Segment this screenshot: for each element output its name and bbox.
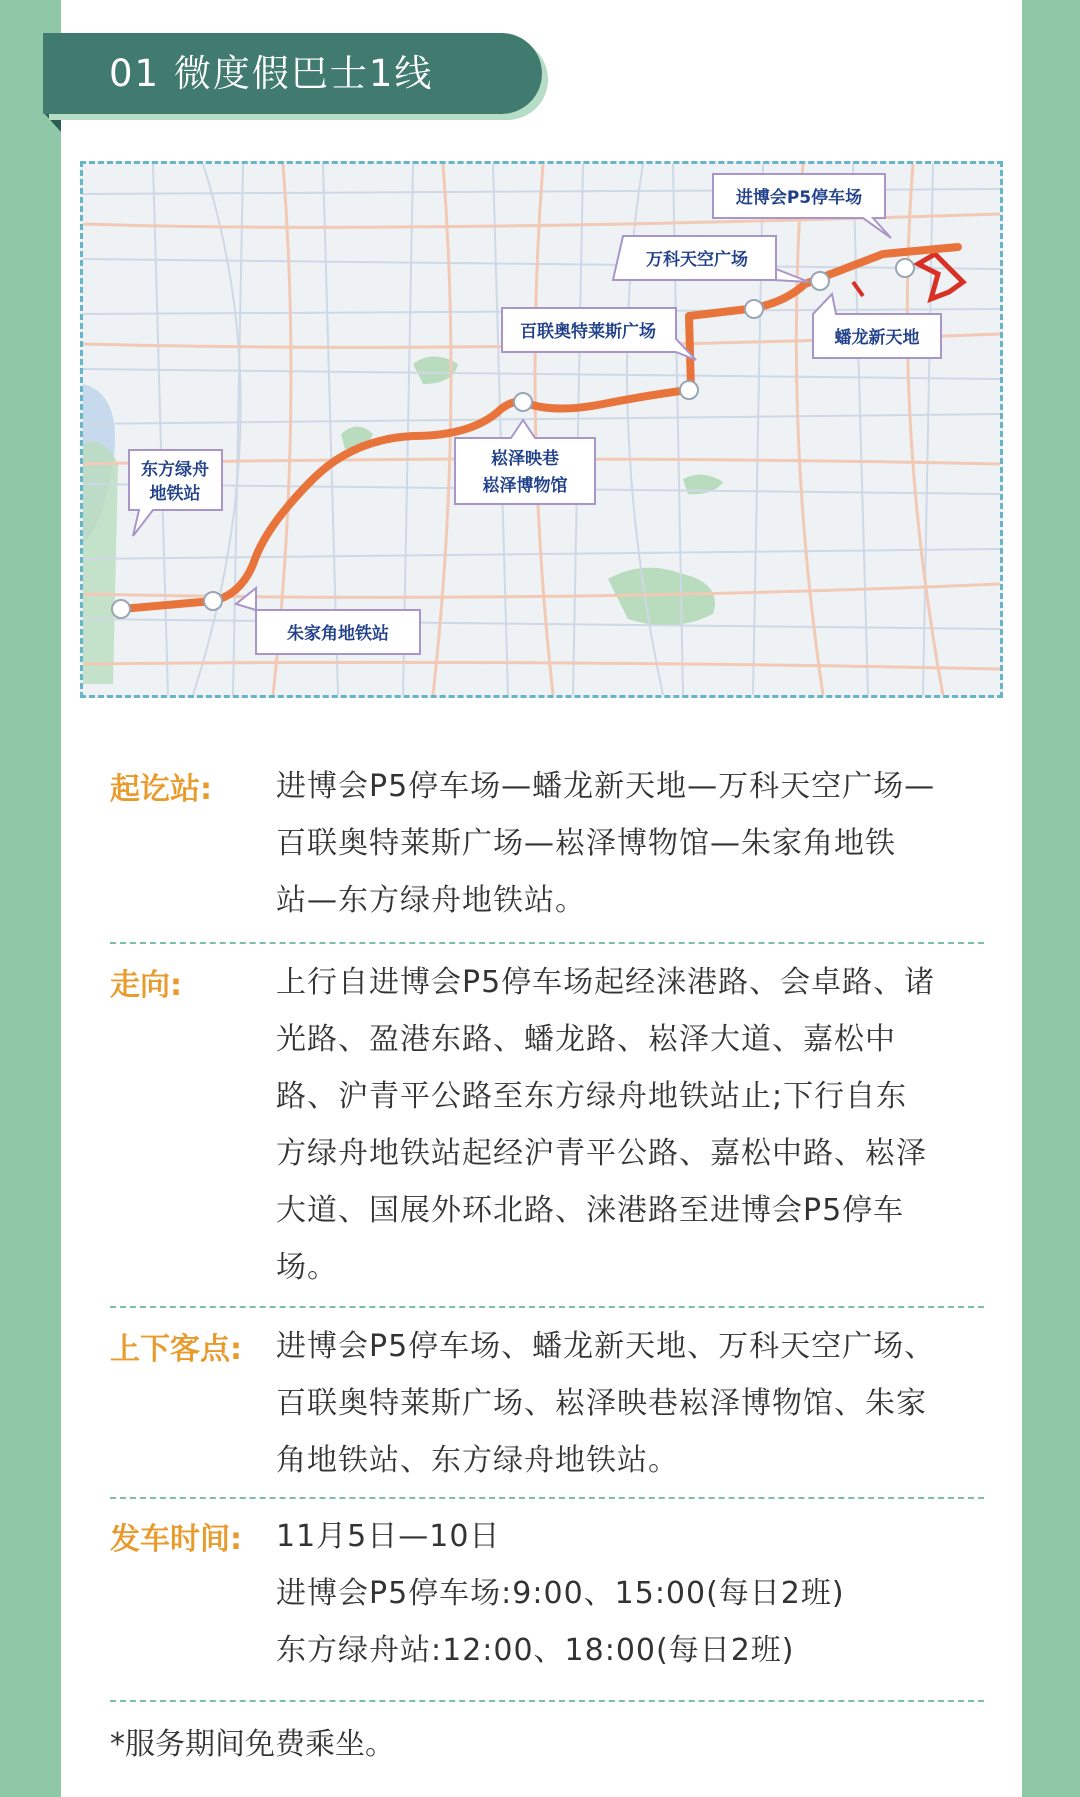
section-divider bbox=[110, 1700, 984, 1702]
stop-marker-zhujiajiao bbox=[204, 592, 222, 610]
stops-line: 进博会P5停车场、蟠龙新天地、万科天空广场、 bbox=[276, 1329, 936, 1364]
header-fold bbox=[43, 112, 61, 132]
section-divider bbox=[110, 1497, 984, 1499]
time-text bbox=[276, 1508, 996, 1679]
stations-line: 进博会P5停车场—蟠龙新天地—万科天空广场— bbox=[276, 769, 936, 804]
stop-label-dongfang bbox=[129, 450, 222, 536]
direction-text bbox=[276, 954, 996, 1296]
stop-label-panlong-text: 蟠龙新天地 bbox=[834, 328, 920, 348]
left-stripe bbox=[0, 0, 61, 1797]
stop-label-wanke-text: 万科天空广场 bbox=[646, 250, 748, 270]
time-line: 进博会P5停车场:9:00、15:00(每日2班) bbox=[276, 1576, 845, 1611]
stop-label-wanke bbox=[613, 236, 809, 282]
section-divider bbox=[110, 1306, 984, 1308]
end-loop-tail bbox=[853, 282, 863, 296]
stop-marker-bailian bbox=[680, 381, 698, 399]
stop-label-songze bbox=[455, 420, 595, 504]
stop-label-jinbohui bbox=[713, 174, 891, 238]
direction-label: 走向: bbox=[110, 968, 182, 1003]
stop-marker-dongfang bbox=[112, 600, 130, 618]
direction-line: 大道、国展外环北路、涞港路至进博会P5停车 bbox=[276, 1193, 905, 1228]
stations-label: 起讫站: bbox=[110, 772, 212, 807]
route-title: 01 微度假巴士1线 bbox=[109, 52, 434, 95]
direction-line: 路、沪青平公路至东方绿舟地铁站止;下行自东 bbox=[276, 1079, 908, 1114]
stops-line: 百联奥特莱斯广场、崧泽映巷崧泽博物馆、朱家 bbox=[276, 1386, 927, 1421]
end-loop bbox=[918, 254, 963, 299]
stop-label-panlong bbox=[813, 294, 941, 358]
stop-label-dongfang-text-2: 地铁站 bbox=[149, 484, 201, 504]
stops-label: 上下客点: bbox=[110, 1332, 242, 1367]
minor-roads bbox=[83, 164, 1000, 695]
green-area bbox=[83, 442, 118, 685]
route-header bbox=[43, 33, 542, 114]
stop-marker-songze bbox=[514, 393, 532, 411]
free-ride-note: *服务期间免费乘坐。 bbox=[110, 1727, 395, 1762]
stop-label-songze-text-2: 崧泽博物馆 bbox=[482, 476, 568, 496]
right-stripe bbox=[1022, 0, 1080, 1797]
major-roads bbox=[83, 164, 1000, 695]
stop-marker-jinbohui bbox=[896, 259, 914, 277]
stations-line: 百联奥特莱斯广场—崧泽博物馆—朱家角地铁 bbox=[276, 826, 896, 861]
stop-marker-panlong bbox=[811, 272, 829, 290]
direction-line: 光路、盈港东路、蟠龙路、崧泽大道、嘉松中 bbox=[276, 1022, 896, 1057]
stop-label-bailian-text: 百联奥特莱斯广场 bbox=[520, 322, 656, 342]
stops-line: 角地铁站、东方绿舟地铁站。 bbox=[276, 1443, 679, 1478]
stop-label-songze-text-1: 崧泽映巷 bbox=[491, 449, 559, 469]
stations-text bbox=[276, 758, 996, 929]
direction-line: 上行自进博会P5停车场起经涞港路、会卓路、诸 bbox=[276, 965, 936, 1000]
direction-line: 方绿舟地铁站起经沪青平公路、嘉松中路、崧泽 bbox=[276, 1136, 927, 1171]
stop-label-bailian bbox=[502, 308, 696, 360]
time-line: 11月5日—10日 bbox=[276, 1519, 501, 1554]
time-label: 发车时间: bbox=[110, 1522, 242, 1557]
stop-label-zhujiajiao-text: 朱家角地铁站 bbox=[287, 624, 389, 644]
route-map[interactable] bbox=[80, 161, 1003, 698]
stops-text bbox=[276, 1318, 996, 1489]
time-line: 东方绿舟站:12:00、18:00(每日2班) bbox=[276, 1633, 795, 1668]
stop-marker-wanke bbox=[745, 300, 763, 318]
section-divider bbox=[110, 942, 984, 944]
direction-line: 场。 bbox=[276, 1250, 338, 1285]
stop-label-dongfang-text-1: 东方绿舟 bbox=[141, 460, 209, 480]
map-svg bbox=[83, 164, 1000, 695]
stations-line: 站—东方绿舟地铁站。 bbox=[276, 883, 586, 918]
stop-label-jinbohui-text: 进博会P5停车场 bbox=[735, 188, 863, 208]
